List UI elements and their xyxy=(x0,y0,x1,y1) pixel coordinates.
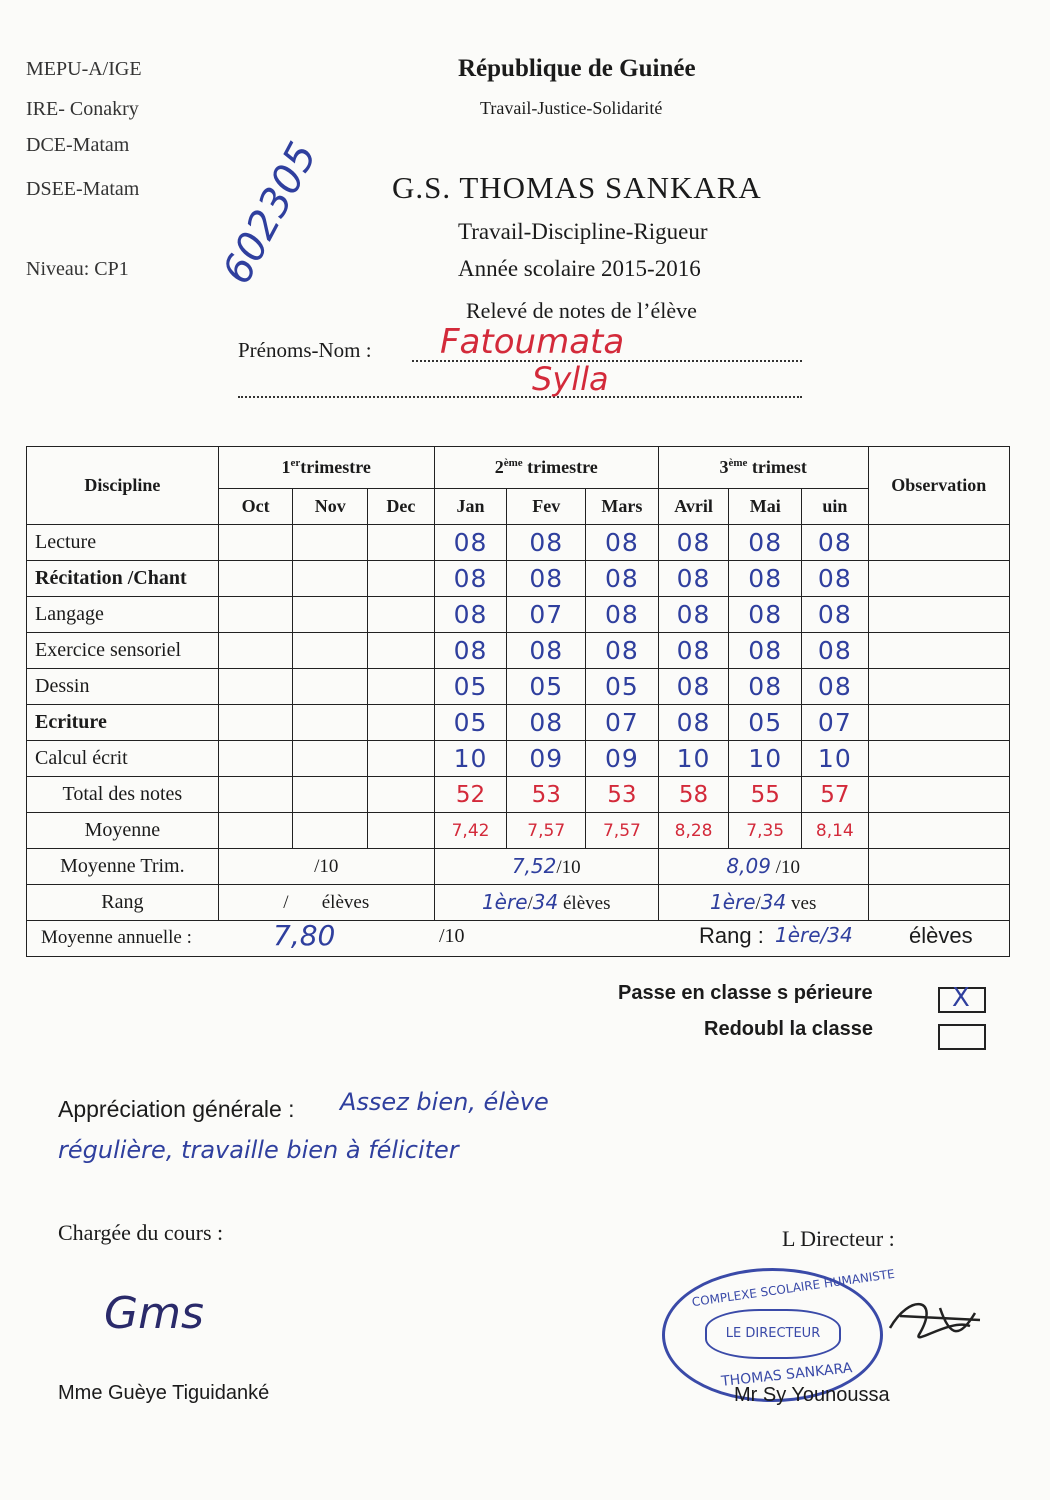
grades-table xyxy=(26,446,1010,957)
moyenne-cell: 7,35 xyxy=(729,813,802,849)
moyenne-trim-3: 8,09 /10 xyxy=(658,849,868,885)
observation-cell xyxy=(868,597,1009,633)
observation-cell xyxy=(868,561,1009,597)
grade-cell: 08 xyxy=(802,561,869,597)
grade-cell: 08 xyxy=(434,597,507,633)
director-name: Mr Sy Younoussa xyxy=(734,1384,890,1406)
observation-header: Observation xyxy=(868,447,1009,525)
grade-cell: 08 xyxy=(586,561,659,597)
month-header: uin xyxy=(802,489,869,525)
grade-cell: 08 xyxy=(802,597,869,633)
annual-unit: /10 xyxy=(439,925,465,947)
appreciation-label: Appréciation générale : xyxy=(58,1096,295,1122)
grade-row xyxy=(27,561,1010,597)
trimester-3-header: 3ème trimest xyxy=(658,447,868,489)
total-row xyxy=(27,777,1010,813)
total-cell: 53 xyxy=(507,777,586,813)
grade-cell: 08 xyxy=(434,525,507,561)
header-ministry: MEPU-A/IGE xyxy=(26,58,142,80)
moyenne-label: Moyenne xyxy=(27,813,219,849)
school-name: G.S. THOMAS SANKARA xyxy=(392,170,762,205)
header-ire: IRE- Conakry xyxy=(26,98,139,120)
trimester-1-header: 1ertrimestre xyxy=(218,447,434,489)
observation-cell xyxy=(868,705,1009,741)
grade-cell: 07 xyxy=(507,597,586,633)
rang-row xyxy=(27,885,1010,921)
grade-cell: 08 xyxy=(434,561,507,597)
month-header: Mars xyxy=(586,489,659,525)
moyenne-cell: 7,42 xyxy=(434,813,507,849)
teacher-label: Chargée du cours : xyxy=(58,1220,224,1245)
grade-cell: 07 xyxy=(586,705,659,741)
grade-cell: 09 xyxy=(586,741,659,777)
last-name: Sylla xyxy=(532,360,609,398)
grade-cell: 08 xyxy=(729,525,802,561)
grade-cell: 08 xyxy=(507,561,586,597)
month-header: Mai xyxy=(729,489,802,525)
appreciation-line-1: Assez bien, élève xyxy=(340,1088,549,1116)
check-mark-icon: X xyxy=(952,983,970,1013)
name-dotted-line-2 xyxy=(238,396,802,398)
teacher-signature: Gms xyxy=(104,1288,204,1339)
total-cell: 55 xyxy=(729,777,802,813)
month-header: Fev xyxy=(507,489,586,525)
director-signature-icon xyxy=(880,1288,990,1358)
moyenne-cell: 7,57 xyxy=(507,813,586,849)
moyenne-cell: 8,28 xyxy=(658,813,729,849)
observation-cell xyxy=(868,669,1009,705)
grade-cell: 05 xyxy=(729,705,802,741)
month-header: Nov xyxy=(293,489,368,525)
country-title: République de Guinée xyxy=(458,55,696,82)
moyenne-row xyxy=(27,813,1010,849)
total-cell: 58 xyxy=(658,777,729,813)
subject-label: Ecriture xyxy=(27,705,219,741)
stamp-center: LE DIRECTEUR xyxy=(705,1309,841,1359)
annual-row xyxy=(27,921,1010,957)
grade-cell: 08 xyxy=(434,633,507,669)
header-dsee: DSEE-Matam xyxy=(26,178,140,200)
grade-row xyxy=(27,741,1010,777)
moyenne-trim-row xyxy=(27,849,1010,885)
passe-checkbox[interactable] xyxy=(938,983,986,1013)
annual-rang-value: 1ère/34 xyxy=(775,923,853,947)
subject-label: Langage xyxy=(27,597,219,633)
grade-cell: 08 xyxy=(658,705,729,741)
school-stamp xyxy=(662,1266,896,1402)
grade-row xyxy=(27,597,1010,633)
grade-cell: 08 xyxy=(729,561,802,597)
teacher-name: Mme Guèye Tiguidanké xyxy=(58,1382,270,1404)
rang-label: Rang xyxy=(27,885,219,921)
grade-row xyxy=(27,525,1010,561)
grade-cell: 08 xyxy=(802,633,869,669)
grade-cell: 09 xyxy=(507,741,586,777)
grade-cell: 08 xyxy=(729,633,802,669)
total-cell: 57 xyxy=(802,777,869,813)
total-label: Total des notes xyxy=(27,777,219,813)
country-motto: Travail-Justice-Solidarité xyxy=(480,98,663,118)
moyenne-cell: 7,57 xyxy=(586,813,659,849)
subject-label: Récitation /Chant xyxy=(27,561,219,597)
observation-cell xyxy=(868,633,1009,669)
grade-row xyxy=(27,669,1010,705)
grade-cell: 08 xyxy=(658,525,729,561)
passe-label: Passe en classe s périeure xyxy=(618,982,873,1004)
month-header: Avril xyxy=(658,489,729,525)
grade-cell: 08 xyxy=(507,633,586,669)
trimester-2-header: 2ème trimestre xyxy=(434,447,658,489)
total-cell: 53 xyxy=(586,777,659,813)
grade-cell: 05 xyxy=(507,669,586,705)
grade-cell: 10 xyxy=(434,741,507,777)
subject-label: Calcul écrit xyxy=(27,741,219,777)
month-header: Dec xyxy=(368,489,435,525)
grade-cell: 08 xyxy=(658,633,729,669)
annual-value: 7,80 xyxy=(273,919,336,952)
moyenne-trim-label: Moyenne Trim. xyxy=(27,849,219,885)
grade-cell: 07 xyxy=(802,705,869,741)
grade-cell: 08 xyxy=(586,633,659,669)
grade-cell: 05 xyxy=(586,669,659,705)
total-cell: 52 xyxy=(434,777,507,813)
grade-cell: 08 xyxy=(658,561,729,597)
moyenne-trim-1: /10 xyxy=(218,849,434,885)
grade-cell: 08 xyxy=(729,669,802,705)
annual-rang-label: Rang : xyxy=(699,923,764,948)
moyenne-cell: 8,14 xyxy=(802,813,869,849)
moyenne-trim-2: 7,52/10 xyxy=(434,849,658,885)
redouble-checkbox[interactable] xyxy=(938,1024,986,1050)
observation-cell xyxy=(868,741,1009,777)
redouble-label: Redoubl la classe xyxy=(704,1018,873,1040)
grade-cell: 08 xyxy=(507,705,586,741)
header-niveau: Niveau: CP1 xyxy=(26,258,129,280)
grade-cell: 08 xyxy=(586,525,659,561)
school-motto: Travail-Discipline-Rigueur xyxy=(458,219,708,244)
school-year: Année scolaire 2015-2016 xyxy=(458,256,701,281)
month-header: Oct xyxy=(218,489,293,525)
grade-cell: 10 xyxy=(802,741,869,777)
grade-cell: 10 xyxy=(729,741,802,777)
grade-row xyxy=(27,633,1010,669)
grade-cell: 08 xyxy=(507,525,586,561)
handwritten-number: 602305 xyxy=(214,135,327,292)
appreciation-line-2: régulière, travaille bien à féliciter xyxy=(58,1136,459,1164)
grade-cell: 08 xyxy=(729,597,802,633)
grade-cell: 08 xyxy=(802,525,869,561)
rang-trim-1: / élèves xyxy=(218,885,434,921)
first-name: Fatoumata xyxy=(440,322,625,362)
grade-cell: 08 xyxy=(658,669,729,705)
director-label: L Directeur : xyxy=(782,1226,895,1251)
document-title: Relevé de notes de l’élève xyxy=(466,298,697,323)
month-header: Jan xyxy=(434,489,507,525)
stamp-ring-text: COMPLEXE SCOLAIRE HUMANISTE xyxy=(691,1266,896,1310)
grade-cell: 05 xyxy=(434,705,507,741)
grade-cell: 08 xyxy=(658,597,729,633)
subject-label: Dessin xyxy=(27,669,219,705)
grade-row xyxy=(27,705,1010,741)
subject-label: Exercice sensoriel xyxy=(27,633,219,669)
annual-label: Moyenne annuelle : xyxy=(41,927,192,948)
name-label: Prénoms-Nom : xyxy=(238,338,372,362)
grade-cell: 10 xyxy=(658,741,729,777)
annual-rang-unit: élèves xyxy=(909,923,973,948)
grade-cell: 05 xyxy=(434,669,507,705)
subject-label: Lecture xyxy=(27,525,219,561)
discipline-header: Discipline xyxy=(27,447,219,525)
observation-cell xyxy=(868,525,1009,561)
rang-trim-2: 1ère/34 élèves xyxy=(434,885,658,921)
grade-cell: 08 xyxy=(586,597,659,633)
stamp-bottom-text: THOMAS SANKARA xyxy=(720,1360,854,1390)
rang-trim-3: 1ère/34 ves xyxy=(658,885,868,921)
grade-cell: 08 xyxy=(802,669,869,705)
annual-cell xyxy=(27,921,1010,957)
header-dce: DCE-Matam xyxy=(26,134,130,156)
